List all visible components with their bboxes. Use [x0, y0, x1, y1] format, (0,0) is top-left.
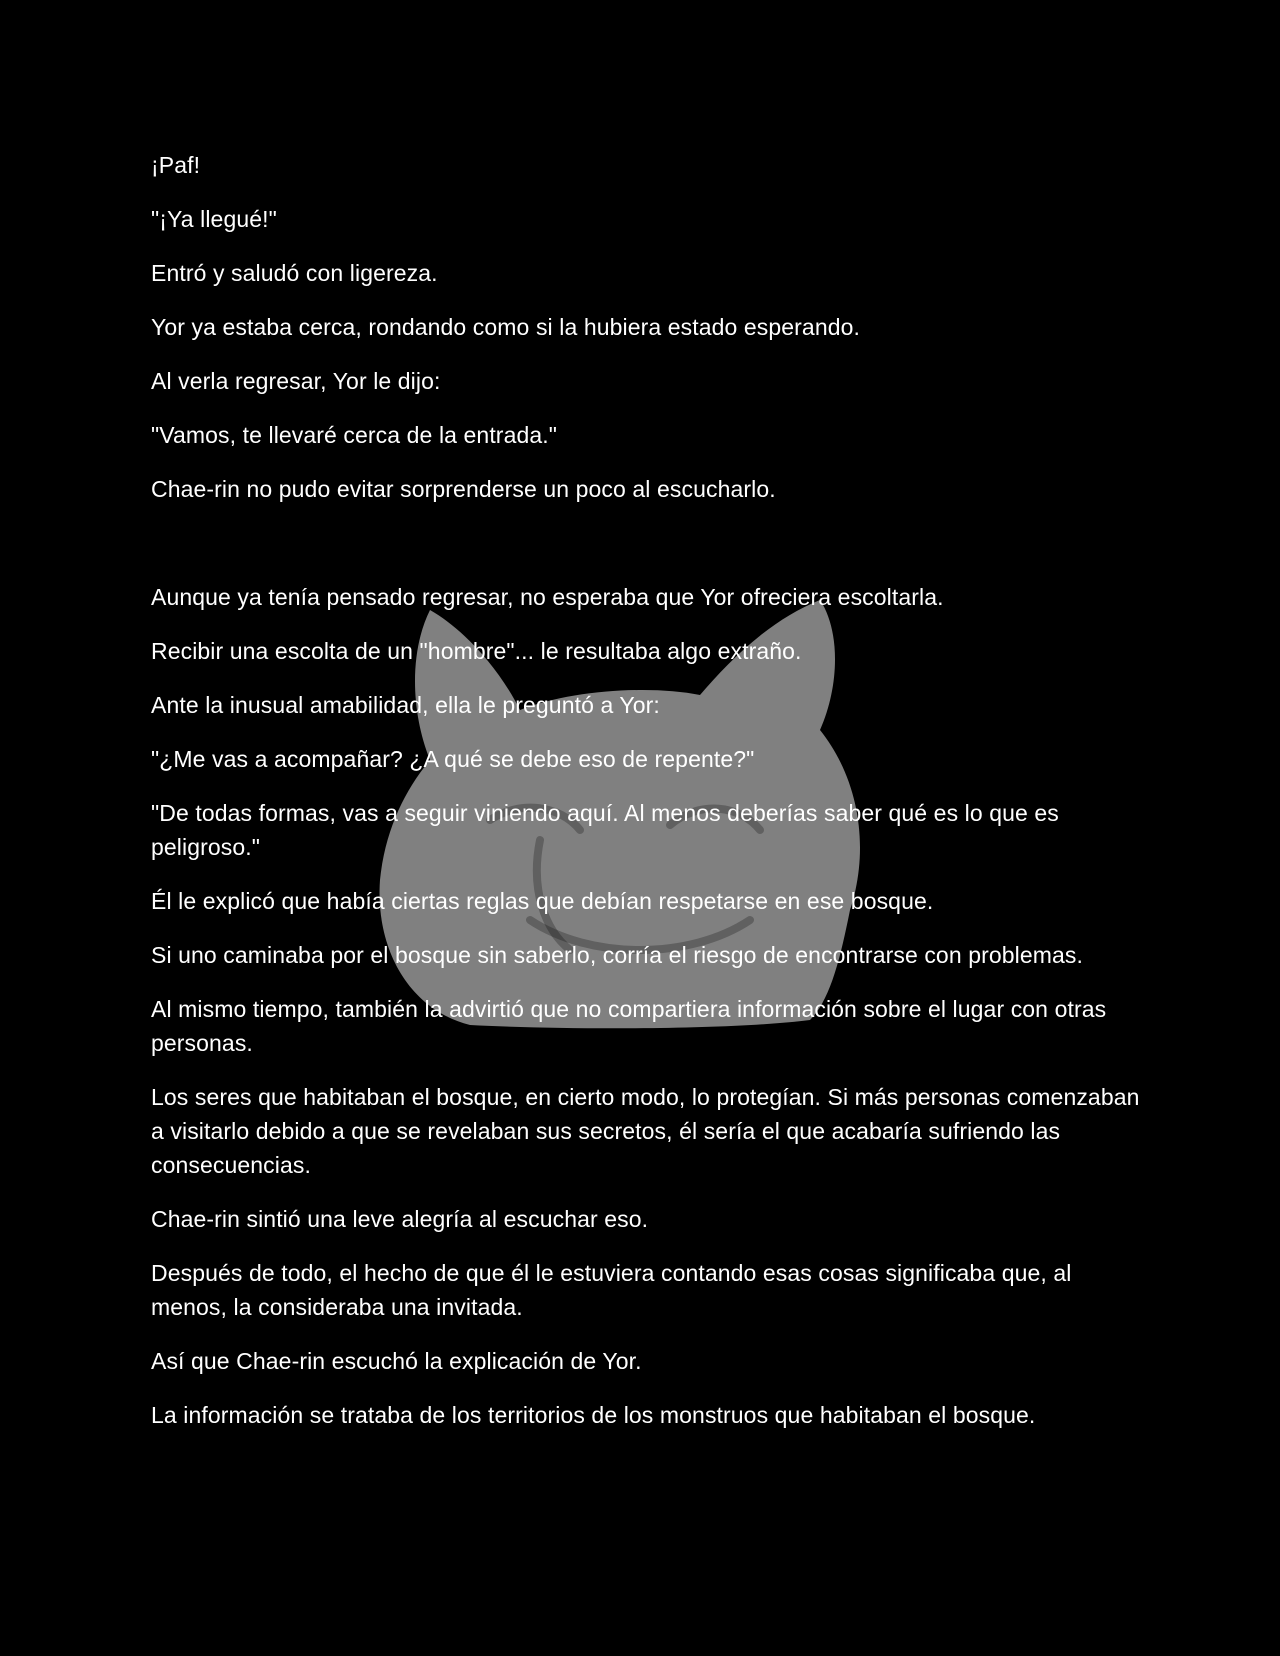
paragraph: Él le explicó que había ciertas reglas que debían respetarse en ese bosque.	[151, 888, 934, 914]
paragraph: Ante la inusual amabilidad, ella le preguntó a Yor:	[151, 692, 660, 718]
paragraph: Los seres que habitaban el bosque, en cierto modo, lo protegían. Si más personas comenzaban a visitarlo debido a que se revelaban sus secretos, él sería el que acabaría sufriendo las consecuencias.	[151, 1084, 1140, 1178]
story-text	[151, 148, 1141, 1452]
paragraph: Recibir una escolta de un "hombre"... le resultaba algo extraño.	[151, 638, 802, 664]
paragraph: "¿Me vas a acompañar? ¿A qué se debe eso de repente?"	[151, 746, 755, 772]
paragraph: "¡Ya llegué!"	[151, 206, 277, 232]
section-gap	[151, 526, 1141, 580]
paragraph: Chae-rin no pudo evitar sorprenderse un poco al escucharlo.	[151, 476, 776, 502]
paragraph: "Vamos, te llevaré cerca de la entrada."	[151, 422, 557, 448]
paragraph: Así que Chae-rin escuchó la explicación de Yor.	[151, 1348, 642, 1374]
paragraph: La información se trataba de los territorios de los monstruos que habitaban el bosque.	[151, 1402, 1036, 1428]
paragraph: Si uno caminaba por el bosque sin saberlo, corría el riesgo de encontrarse con problemas.	[151, 942, 1083, 968]
paragraph: Al verla regresar, Yor le dijo:	[151, 368, 441, 394]
paragraph: Aunque ya tenía pensado regresar, no esperaba que Yor ofreciera escoltarla.	[151, 584, 944, 610]
paragraph: Después de todo, el hecho de que él le estuviera contando esas cosas significaba que, al menos, la consideraba una invitada.	[151, 1260, 1072, 1320]
paragraph: Chae-rin sintió una leve alegría al escuchar eso.	[151, 1206, 649, 1232]
paragraph: Yor ya estaba cerca, rondando como si la hubiera estado esperando.	[151, 314, 860, 340]
paragraph: Al mismo tiempo, también la advirtió que no compartiera información sobre el lugar con otras personas.	[151, 996, 1107, 1056]
paragraph: Entró y saludó con ligereza.	[151, 260, 438, 286]
paragraph: ¡Paf!	[151, 152, 201, 178]
paragraph: "De todas formas, vas a seguir viniendo aquí. Al menos deberías saber qué es lo que es peligroso."	[151, 800, 1059, 860]
